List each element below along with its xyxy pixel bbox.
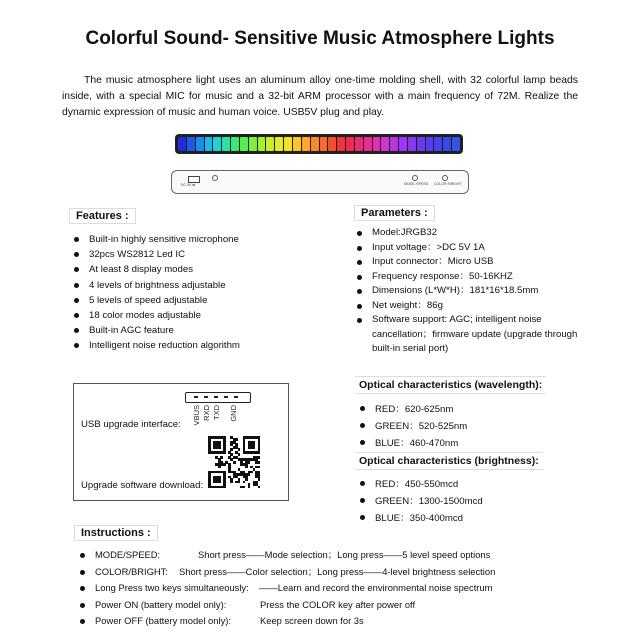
qr-module xyxy=(253,446,256,449)
usb-port-label: DC 5V ⇄ xyxy=(181,183,196,187)
bullet-icon xyxy=(357,246,362,251)
led-bead xyxy=(417,137,425,151)
instruction-row xyxy=(78,580,618,597)
bullet-icon xyxy=(74,298,79,303)
instruction-label: MODE/SPEED: xyxy=(95,549,161,560)
led-bead xyxy=(196,137,204,151)
pin-label-vbus: VBUS xyxy=(192,405,201,426)
list-item-text: Input connector：Micro USB xyxy=(372,256,494,267)
qr-module xyxy=(258,486,261,489)
list-item xyxy=(358,510,558,527)
list-item xyxy=(355,299,580,314)
instruction-label: COLOR/BRIGHT: xyxy=(95,565,168,577)
qr-module xyxy=(233,461,236,464)
list-item-text: Net weight：86g xyxy=(372,299,443,311)
qr-module xyxy=(258,466,261,469)
bullet-icon xyxy=(74,343,79,348)
bullet-icon xyxy=(357,275,362,280)
led-bead xyxy=(178,137,186,151)
led-bar-image xyxy=(175,134,463,154)
bullet-icon xyxy=(74,252,79,257)
pin-icon xyxy=(234,396,238,398)
bullet-icon xyxy=(357,304,362,309)
list-item xyxy=(355,226,580,241)
list-item-text: RED：620-625nm xyxy=(375,404,454,415)
led-bead xyxy=(355,137,363,151)
usb-port-icon xyxy=(188,176,200,183)
qr-module xyxy=(250,471,253,474)
bullet-icon xyxy=(74,328,79,333)
usb-connector-icon xyxy=(185,392,251,403)
led-bead xyxy=(222,137,230,151)
led-bead xyxy=(293,137,301,151)
led-bead xyxy=(231,137,239,151)
list-item xyxy=(355,284,580,299)
list-item-text: Dimensions (L*W*H)：181*16*18.5mm xyxy=(372,285,539,296)
mic-hole-icon xyxy=(212,175,218,181)
qr-module xyxy=(218,446,221,449)
qr-module xyxy=(223,486,226,489)
optical-brightness-heading: Optical characteristics (brightness): xyxy=(355,452,543,470)
features-heading: Features : xyxy=(69,208,136,224)
features-list xyxy=(72,232,272,354)
list-item-text: At least 8 display modes xyxy=(89,264,193,276)
list-item xyxy=(355,270,580,285)
bullet-icon xyxy=(80,570,85,575)
mode-button-icon xyxy=(412,175,418,181)
instruction-label: Long Press two keys simultaneously: xyxy=(95,582,249,594)
list-item xyxy=(72,293,272,308)
page-title: Colorful Sound- Sensitive Music Atmosphere Lights xyxy=(85,28,555,49)
list-item xyxy=(358,418,558,435)
list-item-text: BLUE：350-400mcd xyxy=(375,513,463,524)
led-bead xyxy=(434,137,442,151)
qr-module xyxy=(223,451,226,454)
bullet-icon xyxy=(357,289,362,294)
bullet-icon xyxy=(360,481,365,486)
list-item xyxy=(72,232,272,247)
led-bead xyxy=(346,137,354,151)
list-item xyxy=(72,278,272,293)
list-item xyxy=(358,401,558,418)
list-item-text: Intelligent noise reduction algorithm xyxy=(89,340,240,352)
bullet-icon xyxy=(360,515,365,520)
led-bead xyxy=(302,137,310,151)
list-item xyxy=(72,338,272,353)
upgrade-box xyxy=(73,383,289,501)
list-item-text: Frequency response：50-16KHZ xyxy=(372,270,513,282)
list-item xyxy=(72,308,272,323)
qr-module xyxy=(258,451,261,454)
list-item xyxy=(358,435,558,452)
bullet-icon xyxy=(74,237,79,242)
led-bead xyxy=(381,137,389,151)
qr-module xyxy=(238,448,241,451)
device-side-view xyxy=(171,170,469,194)
qr-module xyxy=(238,453,241,456)
list-item xyxy=(358,476,558,493)
bullet-icon xyxy=(80,586,85,591)
instructions-heading: Instructions : xyxy=(74,525,158,541)
qr-module xyxy=(243,486,246,489)
led-bead xyxy=(320,137,328,151)
pin-icon xyxy=(224,396,228,398)
list-item-text: Software support: AGC; intelligent noise cancellation；firmware update (upgrade through built-in serial port) xyxy=(372,314,578,354)
led-bead xyxy=(364,137,372,151)
instruction-text: ——Learn and record the environmental noise spectrum xyxy=(259,582,493,594)
led-bead xyxy=(284,137,292,151)
led-bead xyxy=(399,137,407,151)
bullet-icon xyxy=(74,283,79,288)
bullet-icon xyxy=(360,406,365,411)
led-bead xyxy=(426,137,434,151)
led-bead xyxy=(452,137,460,151)
instruction-label: Power OFF (battery model only): xyxy=(95,615,231,627)
instruction-text: Keep screen down for 3s xyxy=(260,615,364,627)
qr-module xyxy=(258,456,261,459)
instructions-list xyxy=(78,547,618,630)
led-bead xyxy=(443,137,451,151)
led-bead xyxy=(187,137,195,151)
led-strip xyxy=(178,137,460,151)
list-item-text: Input voltage：>DC 5V 1A xyxy=(372,241,485,253)
qr-module xyxy=(248,461,251,464)
pin-icon xyxy=(214,396,218,398)
instruction-row xyxy=(78,564,618,581)
qr-module xyxy=(230,448,233,451)
list-item-text: GREEN：520-525nm xyxy=(375,421,468,432)
instruction-row xyxy=(78,613,618,630)
list-item xyxy=(355,313,580,357)
led-bead xyxy=(328,137,336,151)
instruction-text: Press the COLOR key after power off xyxy=(260,598,416,610)
qr-module xyxy=(218,481,221,484)
qr-module xyxy=(248,486,251,489)
bullet-icon xyxy=(80,619,85,624)
pin-label-rxd: RXD xyxy=(202,405,211,421)
bullet-icon xyxy=(80,553,85,558)
bullet-icon xyxy=(360,440,365,445)
list-item xyxy=(355,255,580,270)
bullet-icon xyxy=(360,423,365,428)
qr-code-icon[interactable] xyxy=(208,436,260,488)
optical-wavelength-heading: Optical characteristics (wavelength): xyxy=(355,376,546,394)
qr-module xyxy=(238,481,241,484)
list-item-text: RED：450-550mcd xyxy=(375,479,459,490)
led-bead xyxy=(240,137,248,151)
qr-module xyxy=(223,463,226,466)
instruction-row xyxy=(78,597,618,614)
pin-label-gnd: GND xyxy=(229,405,238,422)
led-bead xyxy=(337,137,345,151)
list-item-text: 4 levels of brightness adjustable xyxy=(89,279,226,291)
list-item-text: 32pcs WS2812 Led IC xyxy=(89,249,185,261)
bullet-icon xyxy=(80,603,85,608)
list-item-text: Model:JRGB32 xyxy=(372,227,438,238)
optical-brightness-list xyxy=(358,476,558,527)
bullet-icon xyxy=(74,313,79,318)
led-bead xyxy=(266,137,274,151)
led-bead xyxy=(258,137,266,151)
led-bead xyxy=(205,137,213,151)
intro-paragraph: The music atmosphere light uses an aluminum alloy one-time molding shell, with 32 colorful lamp beads inside, with a special MIC for music and a 32-bit ARM processor with a main frequency of 72M. Realize the dynamic expression of music and human voice. USB5V plug and play. xyxy=(62,75,578,118)
list-item-text: Built-in AGC feature xyxy=(89,325,174,337)
list-item xyxy=(355,241,580,256)
list-item-text: 18 color modes adjustable xyxy=(89,310,201,322)
led-bead xyxy=(373,137,381,151)
led-bead xyxy=(390,137,398,151)
pin-icon xyxy=(194,396,198,398)
list-item xyxy=(72,247,272,262)
bullet-icon xyxy=(357,318,362,323)
list-item xyxy=(358,493,558,510)
bullet-icon xyxy=(357,231,362,236)
qr-module xyxy=(258,478,261,481)
list-item xyxy=(72,323,272,338)
parameters-list xyxy=(355,226,580,357)
led-bead xyxy=(311,137,319,151)
qr-module xyxy=(258,461,261,464)
color-button-label: COLOR /BRIGHT xyxy=(434,182,462,186)
bullet-icon xyxy=(74,267,79,272)
list-item xyxy=(72,262,272,277)
instruction-label: Power ON (battery model only): xyxy=(95,598,227,610)
list-item-text: BLUE：460-470nm xyxy=(375,438,459,449)
parameters-heading: Parameters : xyxy=(354,205,435,221)
qr-module xyxy=(230,481,233,484)
led-bead xyxy=(213,137,221,151)
qr-module xyxy=(245,478,248,481)
qr-module xyxy=(235,438,238,441)
instruction-row xyxy=(78,547,618,564)
led-bead xyxy=(408,137,416,151)
list-item-text: Built-in highly sensitive microphone xyxy=(89,234,239,245)
bullet-icon xyxy=(357,260,362,265)
color-button-icon xyxy=(442,175,448,181)
qr-module xyxy=(245,466,248,469)
instruction-text: Short press——Mode selection；Long press——5 level speed options xyxy=(198,549,491,560)
usb-upgrade-label: USB upgrade interface: xyxy=(81,419,181,430)
list-item-text: GREEN：1300-1500mcd xyxy=(375,496,483,507)
qr-module xyxy=(248,473,251,476)
pin-label-txd: TXD xyxy=(212,405,221,420)
mode-button-label: MODE /SPEED xyxy=(404,182,429,186)
list-item-text: 5 levels of speed adjustable xyxy=(89,294,208,306)
instruction-text: Short press——Color selection；Long press——4-level brightness selection xyxy=(179,565,496,577)
bullet-icon xyxy=(360,498,365,503)
qr-module xyxy=(243,481,246,484)
qr-module xyxy=(218,466,221,469)
led-bead xyxy=(249,137,257,151)
pin-icon xyxy=(204,396,208,398)
led-bead xyxy=(275,137,283,151)
software-download-label: Upgrade software download: xyxy=(81,480,204,491)
optical-wavelength-list xyxy=(358,401,558,452)
qr-module xyxy=(220,456,223,459)
